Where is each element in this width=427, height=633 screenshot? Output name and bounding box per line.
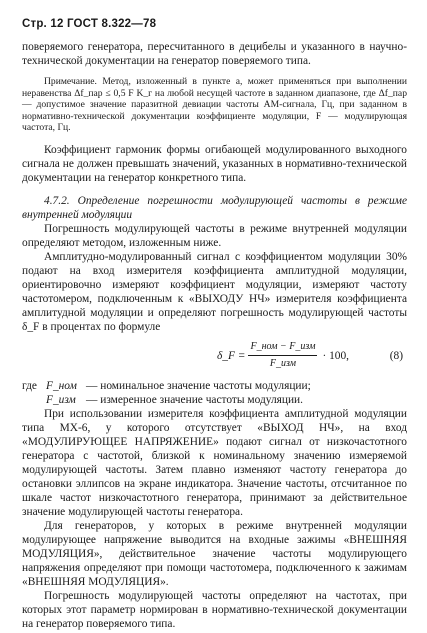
formula-8 xyxy=(22,339,407,373)
formula-fraction xyxy=(248,340,317,371)
paragraph-2: Коэффициент гармоник формы огибающей модулированного выходного сигнала не должен превышать значений, указанных в нормативно-технической документации на генератор конкретного типа. xyxy=(22,143,407,184)
paragraph-6: Для генераторов, у которых в режиме внутренней модуляции модулирующее напряжение выводится на входные зажимы «ВНЕШНЯЯ МОДУЛЯЦИЯ», действительное значение частоты модулирующего напряжения определяют при помощи частотомера, подключенного к зажимам «ВНЕШНЯЯ МОДУЛЯЦИЯ». xyxy=(22,519,407,588)
definition-symbol: F_изм xyxy=(46,393,76,406)
document-body xyxy=(22,40,407,631)
definitions xyxy=(22,379,407,407)
formula-denominator: F_изм xyxy=(269,358,297,370)
definition-symbol: F_ном xyxy=(46,379,77,392)
definition-text: — измеренное значение частоты модуляции. xyxy=(86,393,304,406)
section-heading: 4.7.2. Определение погрешности модулирующей частоты в режиме внутренней модуляции xyxy=(22,194,407,221)
definition-lead xyxy=(22,393,46,407)
formula-number: (8) xyxy=(389,349,403,362)
formula-numerator: F_ном − F_изм xyxy=(248,340,317,356)
formula-lhs: δ_F = xyxy=(217,349,246,362)
paragraph-5: При использовании измерителя коэффициента амплитудной модуляции типа МХ-6, у которого отсутствует «ВЫХОД НЧ», на вход «МОДУЛИРУЮЩЕЕ НАПРЯЖЕНИЕ» подают сигнал от низкочастотного генератора с частотой, близкой к номинальному значению измеряемой модулирующей частоты. Затем плавно изменяют частоту генератора до остановки эллипсов на экране индикатора. Значение частоты, отсчитанное по шкале частот низкочастотного генератора, принимают за действительное значение модулирующей частоты генератора. xyxy=(22,407,407,518)
paragraph-3: Погрешность модулирующей частоты в режиме внутренней модуляции определяют методом, изложенным ниже. xyxy=(22,222,407,249)
paragraph-4: Амплитудно-модулированный сигнал с коэффициентом модуляции 30% подают на вход измерителя коэффициента амплитудной модуляции, ориентировочно измеряют коэффициент модуляции, измеряют частоту частотомером, подключенным к «ВЫХОДУ НЧ» измерителя коэффициента амплитудной модуляции и определяют погрешность модулирующей частоты δ_F в процентах по формуле xyxy=(22,250,407,333)
page-header: Стр. 12 ГОСТ 8.322—78 xyxy=(22,18,157,30)
definition-text: — номинальное значение частоты модуляции; xyxy=(86,379,311,392)
definition-lead: где xyxy=(22,379,37,392)
note-paragraph: Примечание. Метод, изложенный в пункте а, может применяться при выполнении неравенства Δf_пар ≤ 0,5 F K_г на любой несущей частоте в заданном диапазоне, где Δf_пар — допустимое значение паразитной девиации частоты АМ-сигнала, Гц, при заданном в нормативно-технической документации коэффициенте модуляции, F — модулирующая частота, Гц. xyxy=(22,76,407,134)
definition-row xyxy=(22,393,407,407)
paragraph-7: Погрешность модулирующей частоты определяют на частотах, при которых этот параметр нормирован в нормативно-технической документации на генератор поверяемого типа. xyxy=(22,589,407,630)
paragraph-1: поверяемого генератора, пересчитанного в децибелы и указанного в научно-технической документации на генератор поверяемого типа. xyxy=(22,41,407,67)
definition-row xyxy=(22,379,407,393)
formula-tail: · 100, xyxy=(322,349,350,362)
